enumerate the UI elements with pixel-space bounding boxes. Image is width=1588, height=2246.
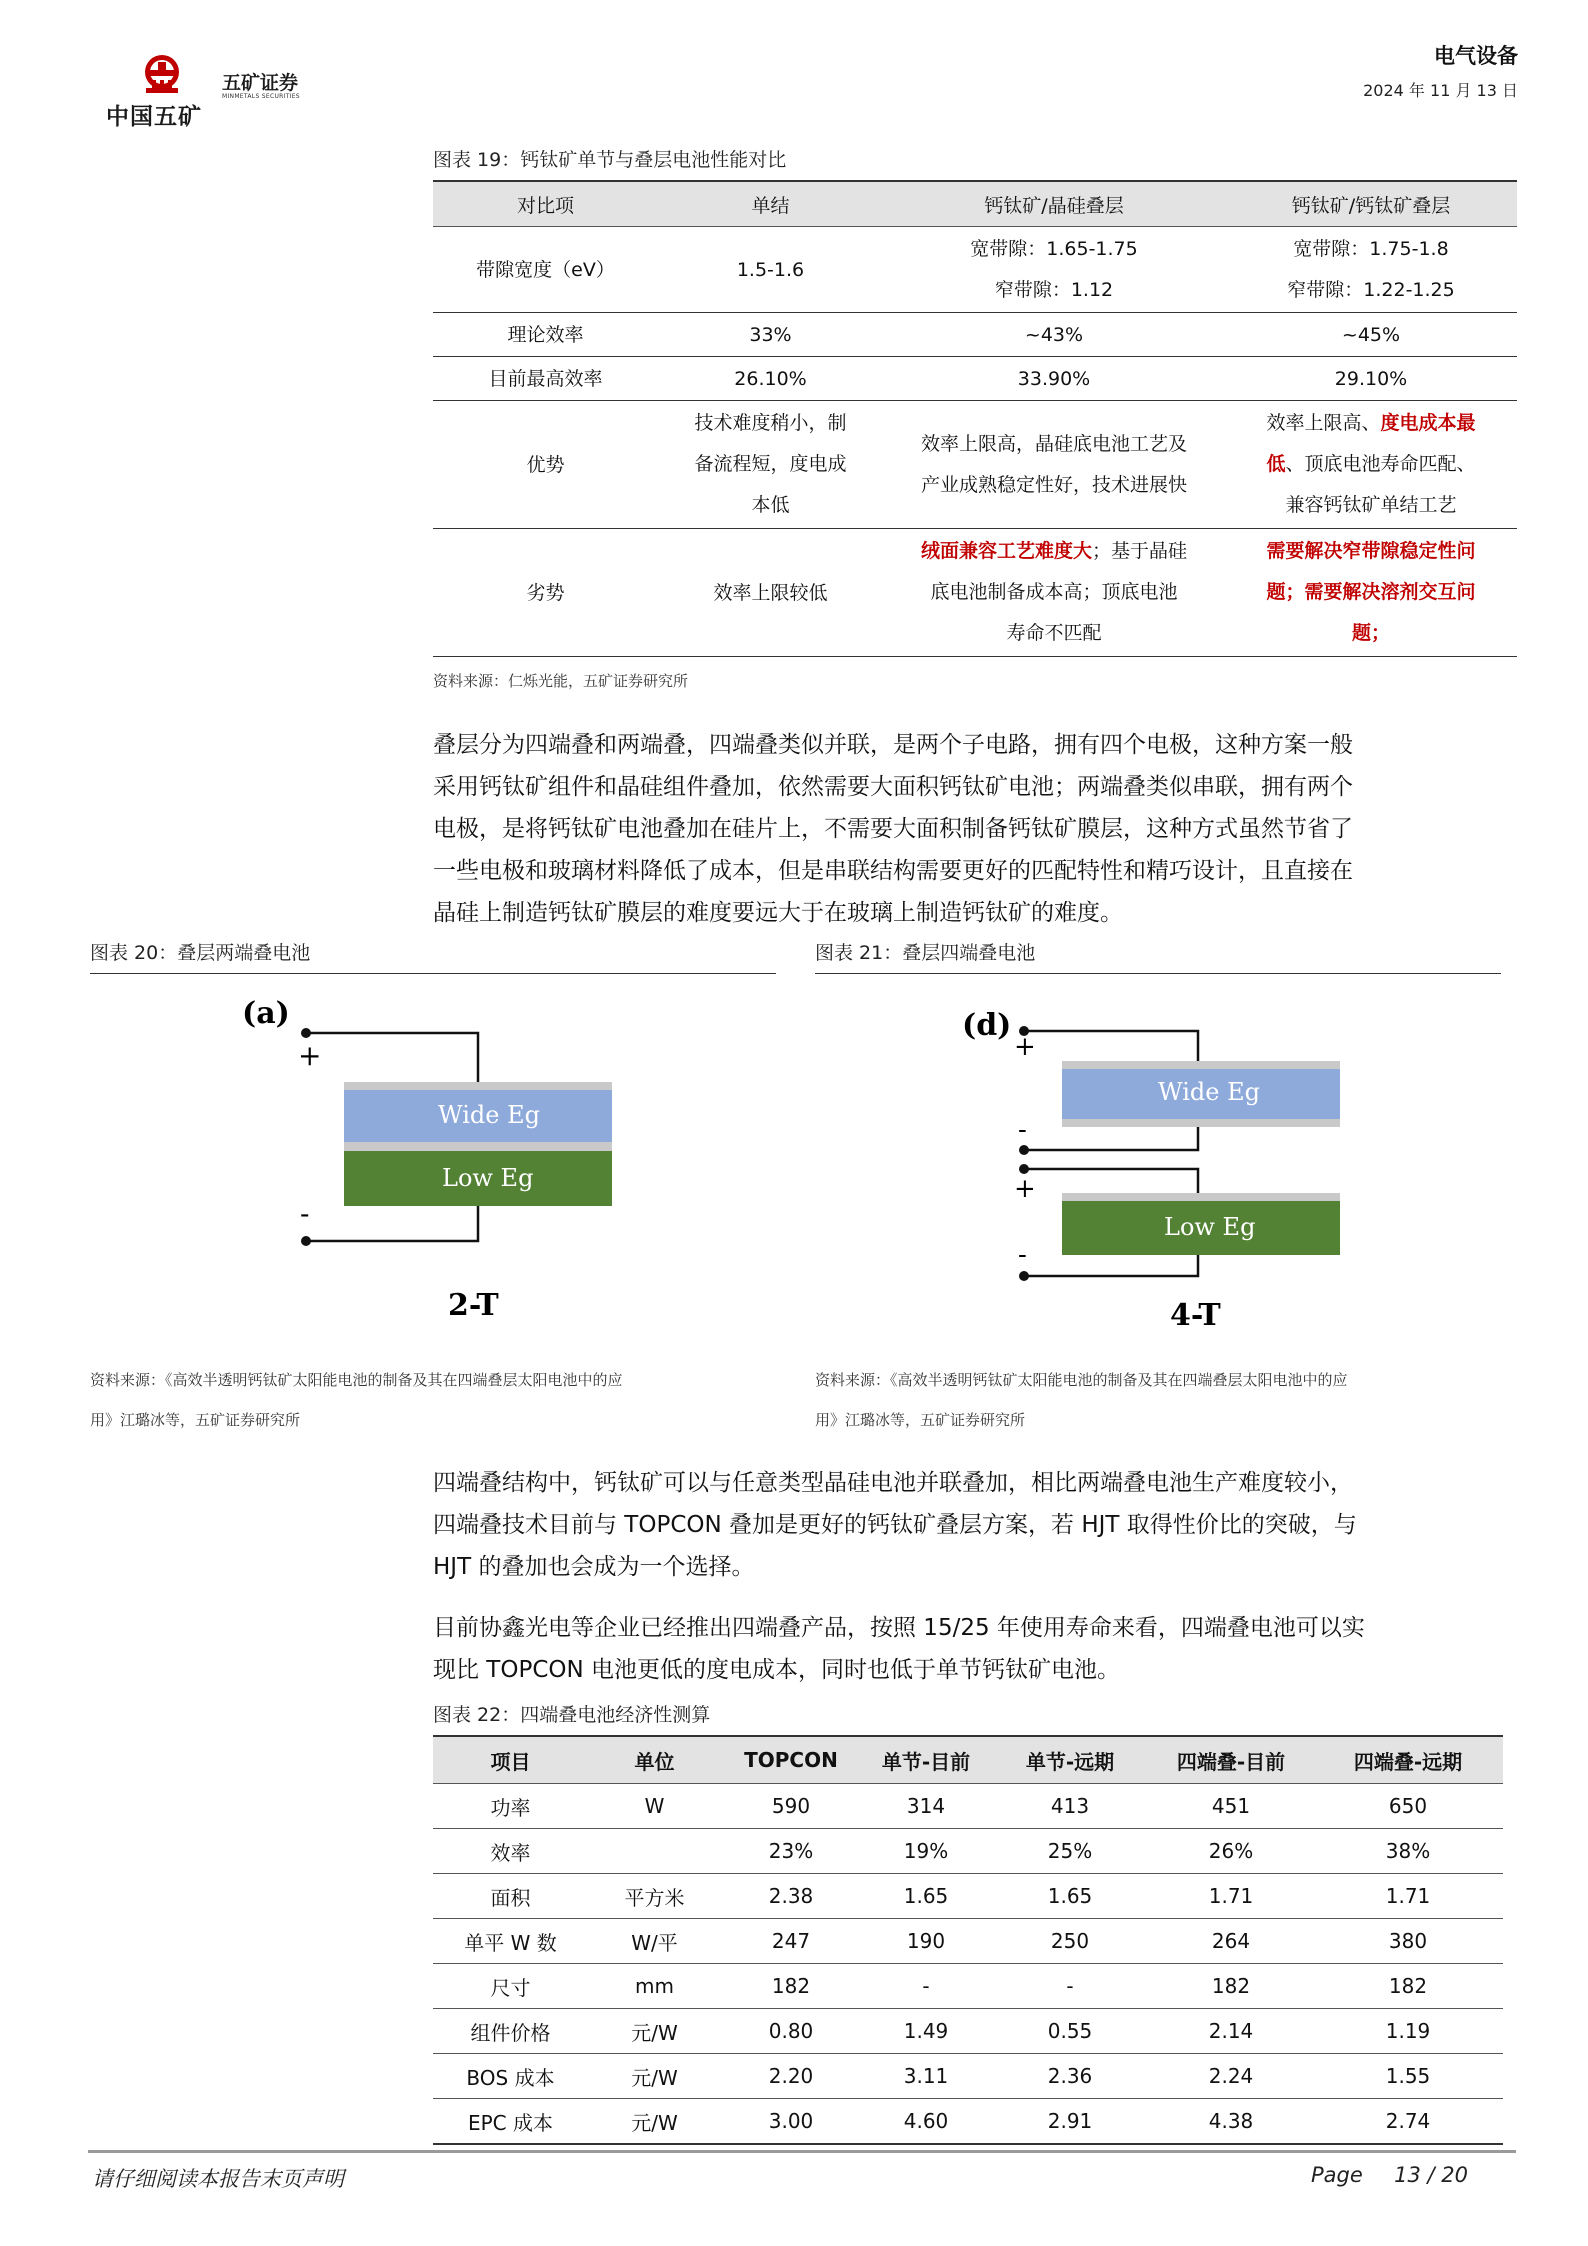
report-date: 2024 年 11 月 13 日 <box>1363 81 1518 100</box>
table19-row-label: 目前最高效率 <box>433 357 658 401</box>
table22-row <box>433 2009 1503 2054</box>
table22-cell: 2.14 <box>1149 2009 1313 2054</box>
paragraph-line: 四端叠技术目前与 TOPCON 叠加是更好的钙钛矿叠层方案，若 HJT 取得性价比的突破，与 <box>433 1512 1357 1538</box>
table22-row-label: 功率 <box>433 1784 588 1829</box>
table22-cell: 190 <box>861 1919 991 1964</box>
page-number: 13 / 20 <box>1394 2163 1468 2187</box>
table22-cell: 1.71 <box>1149 1874 1313 1919</box>
table22-header-cell: 单位 <box>588 1736 721 1784</box>
table22-cell: 2.20 <box>721 2054 861 2099</box>
table22-body <box>433 1784 1503 2145</box>
figure21-caption-text: 图表 21：叠层四端叠电池 <box>815 942 1036 964</box>
table19-row-best <box>433 357 1517 401</box>
table19-header-row <box>433 181 1517 227</box>
page-label: Page <box>1310 2163 1363 2187</box>
minus-sign: - <box>1018 1240 1027 1270</box>
figure21-source <box>815 1360 1505 1440</box>
top-contact-layer <box>1062 1061 1340 1069</box>
cell-text: 效率上限高、 <box>1266 412 1381 434</box>
logo-text-cn: 中国五矿 <box>106 104 202 130</box>
table22-row-label: 面积 <box>433 1874 588 1919</box>
table19-header-cell: 钙钛矿/晶硅叠层 <box>883 181 1225 227</box>
cell-line: 需要解决窄带隙稳定性问 <box>1266 540 1476 562</box>
table19-row-label: 优势 <box>433 401 658 529</box>
table22-cell: mm <box>588 1964 721 2009</box>
table19-cell: 33% <box>658 313 883 357</box>
table22-caption: 图表 22：四端叠电池经济性测算 <box>433 1704 711 1726</box>
cell-line: 窄带隙：1.12 <box>994 278 1114 301</box>
paragraph-line: 晶硅上制造钙钛矿膜层的难度要远大于在玻璃上制造钙钛矿的难度。 <box>433 900 1123 926</box>
table22-cell: 250 <box>991 1919 1149 1964</box>
table22-cell: 38% <box>1313 1829 1503 1874</box>
paragraph-line: 一些电极和玻璃材料降低了成本，但是串联结构需要更好的匹配特性和精巧设计，且直接在 <box>433 858 1353 884</box>
cell-line: 宽带隙：1.65-1.75 <box>970 237 1138 260</box>
table19-row-advantage <box>433 401 1517 529</box>
wide-eg-label: Wide Eg <box>438 1101 540 1129</box>
wire <box>306 1033 478 1082</box>
logo-text-en: MINMETALS SECURITIES <box>222 93 300 100</box>
table22-header-cell: 单节-远期 <box>991 1736 1149 1784</box>
table22-cell: 2.74 <box>1313 2099 1503 2145</box>
table22-cell: 元/W <box>588 2099 721 2145</box>
wire <box>1024 1031 1198 1061</box>
table22-cell: W/平 <box>588 1919 721 1964</box>
minus-sign: - <box>300 1197 310 1230</box>
cell-text-highlight: 度电成本最 <box>1380 412 1476 434</box>
table19-cell: 1.5-1.6 <box>658 227 883 313</box>
cell-line: 寿命不匹配 <box>1006 622 1102 644</box>
table19-cell: 26.10% <box>658 357 883 401</box>
cell-line: 窄带隙：1.22-1.25 <box>1287 278 1455 301</box>
paragraph-line: 电极，是将钙钛矿电池叠加在硅片上，不需要大面积制备钙钛矿膜层，这种方式虽然节省了 <box>433 816 1353 842</box>
table19-row-bandgap <box>433 227 1517 313</box>
bottom-contact-layer <box>1062 1193 1340 1201</box>
table19-cell: ~45% <box>1225 313 1517 357</box>
terminal-dot <box>1019 1271 1029 1281</box>
table19-caption: 图表 19：钙钛矿单节与叠层电池性能对比 <box>433 149 787 171</box>
cell-line: 本低 <box>751 494 790 516</box>
cell-line: 技术难度稍小，制 <box>694 412 847 434</box>
figure21-panel-label: (d) <box>962 1008 1012 1043</box>
table22-cell: 264 <box>1149 1919 1313 1964</box>
cell-line <box>883 531 1225 572</box>
figure20-caption-text: 图表 20：叠层两端叠电池 <box>90 942 311 964</box>
table22-header-cell: 四端叠-目前 <box>1149 1736 1313 1784</box>
wire <box>1024 1169 1198 1193</box>
table19-cell <box>883 529 1225 657</box>
figure20-source <box>90 1360 780 1440</box>
table19 <box>433 180 1517 657</box>
table22-header-cell: 四端叠-远期 <box>1313 1736 1503 1784</box>
table19-source: 资料来源：仁烁光能，五矿证券研究所 <box>433 672 689 690</box>
cell-line <box>1225 403 1517 444</box>
wire <box>306 1206 478 1241</box>
table22-cell: 0.80 <box>721 2009 861 2054</box>
low-eg-label: Low Eg <box>442 1164 534 1192</box>
figure20-caption <box>90 938 776 974</box>
paragraph-line: 采用钙钛矿组件和晶硅组件叠加，依然需要大面积钙钛矿电池；两端叠类似串联，拥有两个 <box>433 774 1353 800</box>
figure21-diagram <box>940 995 1360 1340</box>
body-paragraph-1 <box>433 724 1507 934</box>
body-paragraph-2 <box>433 1462 1507 1588</box>
table22-row <box>433 1829 1503 1874</box>
paragraph-line: 四端叠结构中，钙钛矿可以与任意类型晶硅电池并联叠加，相比两端叠电池生产难度较小， <box>433 1470 1353 1496</box>
table22-cell: 247 <box>721 1919 861 1964</box>
report-sector: 电气设备 <box>1434 44 1518 68</box>
logo-emblem-icon <box>132 52 192 104</box>
plus-sign: + <box>1014 1174 1036 1204</box>
cell-line: 题；需要解决溶剂交互问 <box>1266 581 1476 603</box>
table22-header-cell: TOPCON <box>721 1736 861 1784</box>
company-logo <box>100 50 330 130</box>
table19-cell <box>658 401 883 529</box>
table22-cell: 3.00 <box>721 2099 861 2145</box>
middle-contact-layer <box>1062 1119 1340 1127</box>
table22-cell: 413 <box>991 1784 1149 1829</box>
table19-header-cell: 钙钛矿/钙钛矿叠层 <box>1225 181 1517 227</box>
table22-cell: 元/W <box>588 2054 721 2099</box>
low-eg-label: Low Eg <box>1164 1213 1256 1241</box>
table19-row-label: 理论效率 <box>433 313 658 357</box>
cell-line: 产业成熟稳定性好，技术进展快 <box>920 473 1187 496</box>
cell-line: 底电池制备成本高；顶底电池 <box>930 581 1178 603</box>
source-line: 资料来源：《高效半透明钙钛矿太阳能电池的制备及其在四端叠层太阳电池中的应 <box>815 1371 1348 1389</box>
table22-cell: 25% <box>991 1829 1149 1874</box>
table22-cell: 2.91 <box>991 2099 1149 2145</box>
wire <box>1024 1127 1198 1150</box>
cell-text: 、顶底电池寿命匹配、 <box>1285 453 1476 475</box>
table22-cell: 182 <box>721 1964 861 2009</box>
table22-row <box>433 2099 1503 2145</box>
figure20-type-label: 2-T <box>448 1288 499 1323</box>
table22-row <box>433 1874 1503 1919</box>
cell-line: 兼容钙钛矿单结工艺 <box>1285 494 1457 516</box>
table22-cell: 182 <box>1149 1964 1313 2009</box>
source-line: 用》江璐冰等，五矿证券研究所 <box>815 1411 1026 1429</box>
table22-cell: 314 <box>861 1784 991 1829</box>
table19-cell: 29.10% <box>1225 357 1517 401</box>
minus-sign: - <box>1018 1115 1027 1145</box>
figure21-caption <box>815 938 1501 974</box>
wire <box>1024 1255 1198 1276</box>
cell-text-highlight: 低 <box>1266 453 1286 475</box>
table22-cell: 1.65 <box>861 1874 991 1919</box>
source-line: 用》江璐冰等，五矿证券研究所 <box>90 1411 301 1429</box>
body-paragraph-3 <box>433 1607 1507 1691</box>
table19-header-cell: 对比项 <box>433 181 658 227</box>
table22-cell: 3.11 <box>861 2054 991 2099</box>
table22-row-label: BOS 成本 <box>433 2054 588 2099</box>
table22-cell: 2.24 <box>1149 2054 1313 2099</box>
table22-cell: 2.36 <box>991 2054 1149 2099</box>
table19-cell <box>883 227 1225 313</box>
table22-cell: 380 <box>1313 1919 1503 1964</box>
figure21-type-label: 4-T <box>1170 1298 1221 1333</box>
footer-disclaimer: 请仔细阅读本报告末页声明 <box>92 2167 344 2191</box>
table19-row-label: 劣势 <box>433 529 658 657</box>
table22-cell: 182 <box>1313 1964 1503 2009</box>
table22-cell: 0.55 <box>991 2009 1149 2054</box>
table22-cell: 19% <box>861 1829 991 1874</box>
table22-row <box>433 1964 1503 2009</box>
table22-cell: 4.60 <box>861 2099 991 2145</box>
table22-cell: W <box>588 1784 721 1829</box>
table22-cell: 590 <box>721 1784 861 1829</box>
cell-text: ；基于晶硅 <box>1092 540 1188 562</box>
paragraph-line: 目前协鑫光电等企业已经推出四端叠产品，按照 15/25 年使用寿命来看，四端叠电池可以实 <box>433 1615 1365 1641</box>
table22-cell: 650 <box>1313 1784 1503 1829</box>
footer-rule <box>88 2150 1516 2153</box>
logo-text-securities: 五矿证券 <box>222 72 299 94</box>
table19-cell: 效率上限较低 <box>658 529 883 657</box>
plus-sign: + <box>1014 1032 1036 1062</box>
figure20-panel-label: (a) <box>242 996 290 1031</box>
cell-line: 效率上限高，晶硅底电池工艺及 <box>920 432 1187 455</box>
cell-line: 题； <box>1351 622 1390 644</box>
table19-row-disadvantage <box>433 529 1517 657</box>
terminal-dot <box>301 1236 311 1246</box>
paragraph-line: 叠层分为四端叠和两端叠，四端叠类似并联，是两个子电路，拥有四个电极，这种方案一般 <box>433 732 1353 758</box>
cell-line <box>1225 444 1517 485</box>
table22-cell: 元/W <box>588 2009 721 2054</box>
paragraph-line: HJT 的叠加也会成为一个选择。 <box>433 1554 755 1580</box>
table19-cell <box>883 401 1225 529</box>
table22 <box>433 1735 1503 2145</box>
paragraph-line: 现比 TOPCON 电池更低的度电成本，同时也低于单节钙钛矿电池。 <box>433 1657 1121 1683</box>
table22-cell: 2.38 <box>721 1874 861 1919</box>
table22-row-label: 效率 <box>433 1829 588 1874</box>
top-contact-layer <box>344 1082 612 1090</box>
table22-cell: 1.65 <box>991 1874 1149 1919</box>
table19-header-cell: 单结 <box>658 181 883 227</box>
table22-row-label: 组件价格 <box>433 2009 588 2054</box>
wide-eg-label: Wide Eg <box>1158 1078 1260 1106</box>
table22-row <box>433 1784 1503 1829</box>
table19-row-theory <box>433 313 1517 357</box>
middle-contact-layer <box>344 1142 612 1151</box>
table22-cell: 1.71 <box>1313 1874 1503 1919</box>
table22-cell: 1.55 <box>1313 2054 1503 2099</box>
figure20-diagram <box>170 985 690 1330</box>
table22-row-label: 单平 W 数 <box>433 1919 588 1964</box>
table19-cell <box>1225 529 1517 657</box>
cell-text-highlight: 绒面兼容工艺难度大 <box>920 540 1092 562</box>
cell-line: 备流程短，度电成 <box>694 453 847 475</box>
table22-cell: 平方米 <box>588 1874 721 1919</box>
source-line: 资料来源：《高效半透明钙钛矿太阳能电池的制备及其在四端叠层太阳电池中的应 <box>90 1371 623 1389</box>
table22-cell: 1.49 <box>861 2009 991 2054</box>
table22-cell: 451 <box>1149 1784 1313 1829</box>
table22-row <box>433 2054 1503 2099</box>
table22-row-label: 尺寸 <box>433 1964 588 2009</box>
table22-cell: - <box>861 1964 991 2009</box>
table19-cell <box>1225 227 1517 313</box>
table19-cell: 33.90% <box>883 357 1225 401</box>
table19-cell: ~43% <box>883 313 1225 357</box>
table22-header-cell: 项目 <box>433 1736 588 1784</box>
table22-cell: 26% <box>1149 1829 1313 1874</box>
cell-line: 宽带隙：1.75-1.8 <box>1293 237 1449 260</box>
table22-header-row <box>433 1736 1503 1784</box>
footer-page <box>1311 2163 1468 2187</box>
table22-cell: 4.38 <box>1149 2099 1313 2145</box>
table19-cell <box>1225 401 1517 529</box>
plus-sign: + <box>298 1039 322 1072</box>
table22-cell: 23% <box>721 1829 861 1874</box>
table22-header-cell: 单节-目前 <box>861 1736 991 1784</box>
table22-cell: - <box>991 1964 1149 2009</box>
table22-cell <box>588 1829 721 1874</box>
table22-cell: 1.19 <box>1313 2009 1503 2054</box>
table22-row <box>433 1919 1503 1964</box>
terminal-dot <box>1019 1145 1029 1155</box>
table19-row-label: 带隙宽度（eV） <box>433 227 658 313</box>
table22-row-label: EPC 成本 <box>433 2099 588 2145</box>
